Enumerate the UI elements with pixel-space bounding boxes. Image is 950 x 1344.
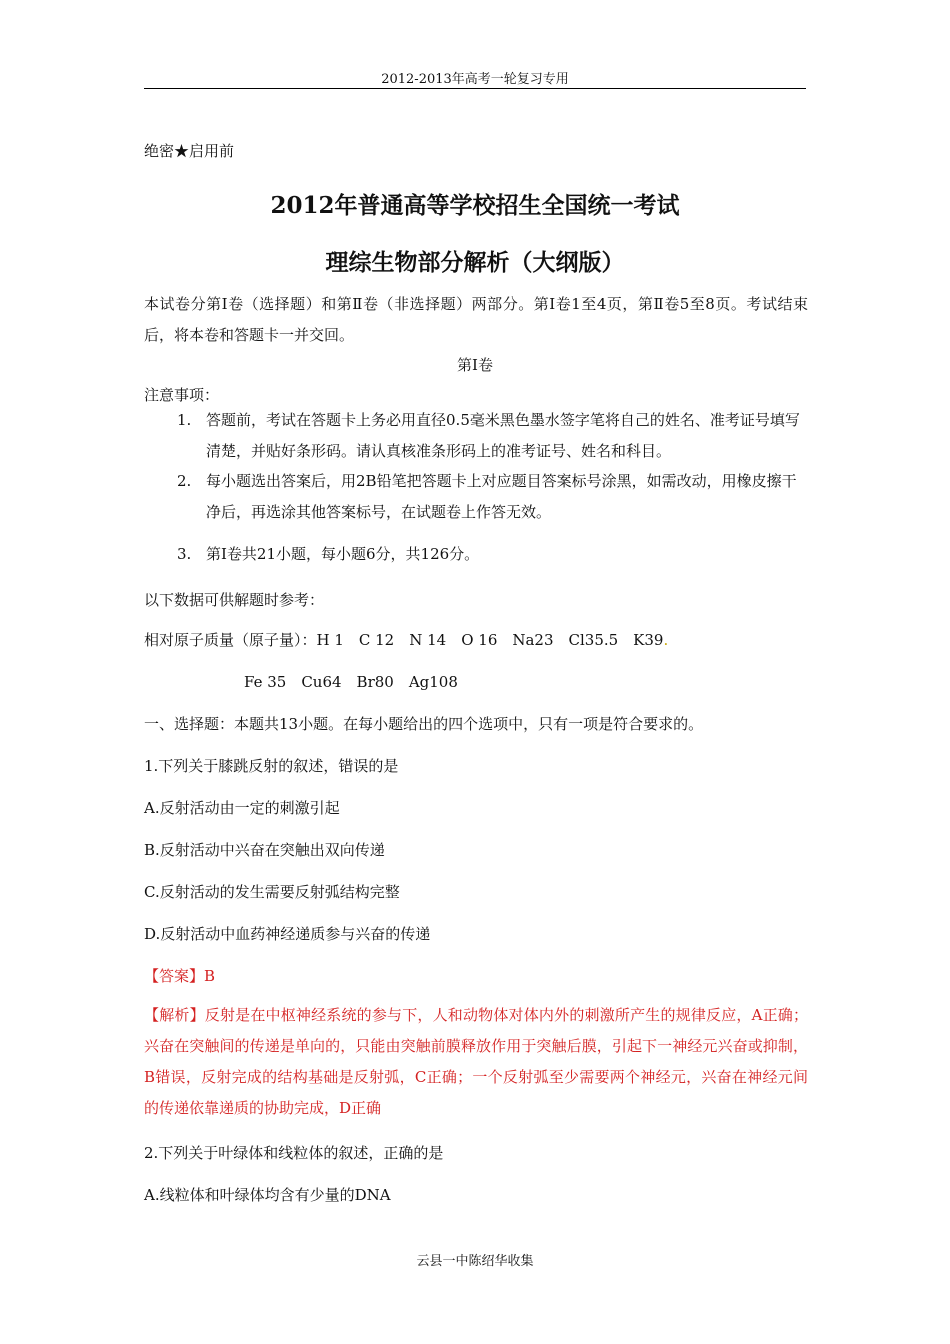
question-1-option-a: A.反射活动由一定的刺激引起 [144, 799, 340, 817]
note-number: 1. [177, 411, 192, 429]
note-number: 2. [177, 472, 192, 490]
note-text: 答题前，考试在答题卡上务必用直径0.5毫米黑色墨水签字笔将自己的姓名、准考证号填写清楚，并贴好条形码。请认真核准条形码上的准考证号、姓名和科目。 [206, 411, 800, 460]
question-1-answer: 【答案】B [144, 967, 216, 985]
question-2-option-a: A.线粒体和叶绿体均含有少量的DNA [144, 1186, 391, 1204]
note-text: 每小题选出答案后，用2B铅笔把答题卡上对应题目答案标号涂黑，如需改动，用橡皮擦干净后，再选涂其他答案标号，在试题卷上作答无效。 [206, 472, 797, 521]
notes-heading: 注意事项： [144, 386, 220, 404]
secret-mark: 绝密★启用前 [144, 142, 235, 160]
atomic-mass-line [144, 629, 668, 650]
page-footer: 云县一中陈绍华收集 [416, 1254, 534, 1269]
question-1-option-b: B.反射活动中兴奋在突触出双向传递 [144, 841, 385, 859]
section-one-heading: 一、选择题：本题共13小题。在每小题给出的四个选项中，只有一项是符合要求的。 [144, 715, 704, 733]
document-title: 2012年普通高等学校招生全国统一考试 [270, 192, 680, 219]
note-text: 第Ⅰ卷共21小题，每小题6分，共126分。 [206, 545, 480, 563]
note-number: 3. [177, 545, 192, 563]
header-rule [144, 88, 806, 89]
question-1-option-d: D.反射活动中血药神经递质参与兴奋的传递 [144, 925, 431, 943]
document-subtitle: 理综生物部分解析（大纲版） [325, 249, 625, 276]
question-1-analysis: 【解析】反射是在中枢神经系统的参与下，人和动物体对体内外的刺激所产生的规律反应，A正确；兴奋在突触间的传递是单向的，只能由突触前膜释放作用于突触后膜，引起下一神经元兴奋或抑制，B错误，反射完成的结构基础是反射弧，C正确；一个反射弧至少需要两个神经元，兴奋在神经元间的传递依靠递质的协助完成，D正确 [144, 1006, 808, 1117]
atomic-mass-dot: . [663, 631, 669, 649]
question-2-stem: 2.下列关于叶绿体和线粒体的叙述，正确的是 [144, 1144, 444, 1162]
question-1-option-c: C.反射活动的发生需要反射弧结构完整 [144, 883, 400, 901]
section-label: 第Ⅰ卷 [457, 356, 493, 374]
intro-paragraph: 本试卷分第Ⅰ卷（选择题）和第Ⅱ卷（非选择题）两部分。第Ⅰ卷1至4页，第Ⅱ卷5至8页。考试结束后，将本卷和答题卡一并交回。 [144, 295, 808, 344]
atomic-mass-text: 相对原子质量（原子量）：H 1 C 12 N 14 O 16 Na23 Cl35.5 K39 [144, 631, 664, 649]
reference-line: 以下数据可供解题时参考： [144, 591, 325, 609]
atomic-mass-line-2: Fe 35 Cu64 Br80 Ag108 [244, 673, 458, 691]
question-1-stem: 1.下列关于膝跳反射的叙述，错误的是 [144, 757, 399, 775]
page-header: 2012-2013年高考一轮复习专用 [381, 72, 569, 87]
